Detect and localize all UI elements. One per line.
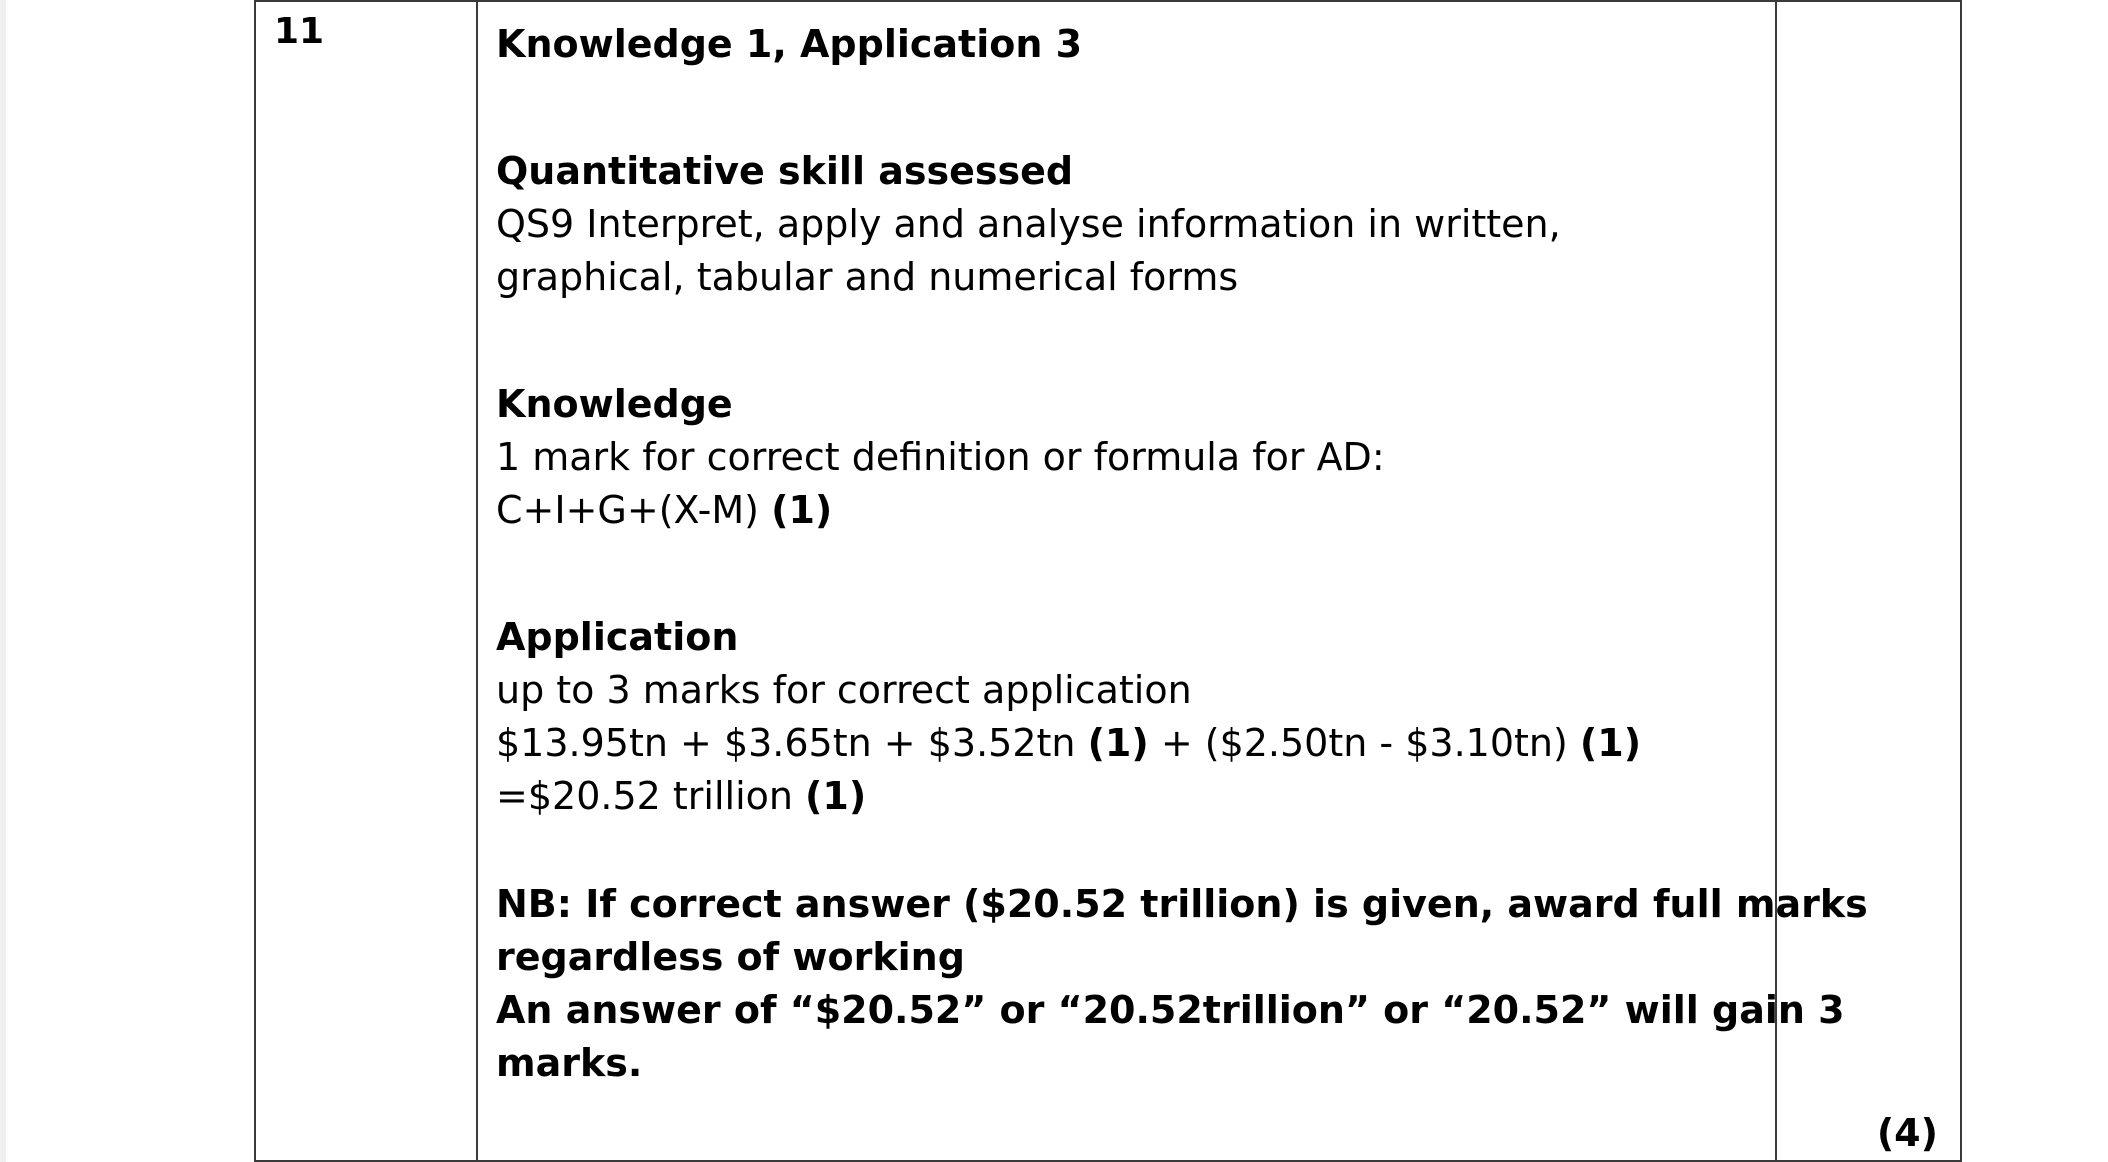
application-result: =$20.52 trillion (1) [496,774,867,818]
table-row [255,1,1961,1161]
ad-formula: C+I+G+(X-M) (1) [496,488,833,532]
quantitative-skill-heading: Quantitative skill assessed [496,149,1074,193]
guidance-content [478,2,1868,1090]
knowledge-criteria: 1 mark for correct definition or formula for AD: [496,435,1385,479]
mark-scheme-table [254,0,1962,1162]
mark-indicator: (1) [1087,721,1149,765]
marks-cell [1776,1,1961,1161]
application-heading: Application [496,615,739,659]
mark-indicator: (1) [805,774,867,818]
assessment-heading: Knowledge 1, Application 3 [496,22,1083,66]
mark-indicator: (1) [771,488,833,532]
total-marks: (4) [1876,1111,1938,1155]
knowledge-heading: Knowledge [496,382,733,426]
nb-note: NB: If correct answer ($20.52 trillion) is given, award full marks regardless of working An answer of “$20.52” or “20.52trillion” or “20.52” will gain 3 marks. [496,882,1868,1085]
question-number: 11 [274,11,325,52]
application-calculation: $13.95tn + $3.65tn + $3.52tn (1) + ($2.50tn - $3.10tn) (1) [496,721,1642,765]
mark-indicator: (1) [1579,721,1642,765]
page-gutter [0,0,6,1162]
quantitative-skill-text: QS9 Interpret, apply and analyse information in written, graphical, tabular and numerical forms [496,202,1561,299]
application-criteria: up to 3 marks for correct application [496,668,1192,712]
question-number-cell [255,1,477,1161]
guidance-cell [477,1,1868,1161]
